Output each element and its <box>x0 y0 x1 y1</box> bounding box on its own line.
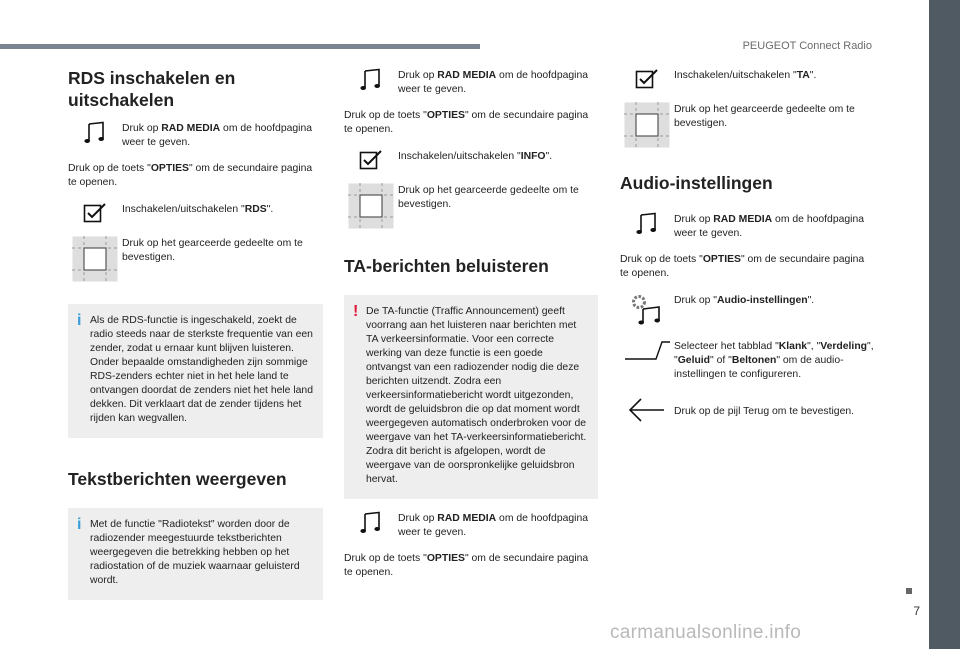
tab-icon <box>624 339 670 361</box>
step-rad-media <box>344 68 598 97</box>
settings-music-icon <box>630 293 664 327</box>
column-right <box>620 60 875 436</box>
step-select-tab <box>620 339 875 382</box>
info-box-rds <box>68 304 323 438</box>
step-toggle-rds <box>68 202 323 224</box>
step-text: Druk op RAD MEDIA om de hoofdpagina weer te geven. <box>398 513 589 538</box>
step-confirm <box>620 102 875 148</box>
top-rule <box>0 44 480 49</box>
page-number: 7 <box>913 604 920 618</box>
step-text: Druk op RAD MEDIA om de hoofdpagina weer te geven. <box>122 123 313 148</box>
info-text: Met de functie "Radiotekst" worden door de radiozender meegestuurde tekstberichten weergegeven die betrekking hebben op het radiostation of de muziek waarnaar geluisterd wordt. <box>90 519 300 586</box>
checkbox-icon <box>635 68 659 90</box>
warning-icon: ! <box>353 303 359 320</box>
step-text: Inschakelen/uitschakelen "RDS". <box>122 204 274 215</box>
dashed-area-icon <box>348 183 394 229</box>
step-text: Inschakelen/uitschakelen "TA". <box>674 70 817 81</box>
step-text: Inschakelen/uitschakelen "INFO". <box>398 151 553 162</box>
step-text: Selecteer het tabblad "Klank", "Verdeling", "Geluid" of "Beltonen" om de audio-instellingen te configureren. <box>674 341 874 380</box>
page-marker <box>906 588 912 594</box>
info-icon: i <box>77 516 82 533</box>
info-text: Als de RDS-functie is ingeschakeld, zoekt de radio steeds naar de sterkste frequentie van een zender, zodat u ernaar kunt blijven luisteren. Onder bepaalde omstandigheden zijn sommige RDS-zenders echter niet in het hele land te ontvangen doordat de zenders niet het hele land dekken. Dit verklaart dat de zender tijdens het rijden kan wegvallen. <box>90 315 313 424</box>
step-confirm <box>68 236 323 282</box>
step-options: Druk op de toets "OPTIES" om de secundaire pagina te openen. <box>68 163 313 188</box>
step-text: Druk op RAD MEDIA om de hoofdpagina weer te geven. <box>674 214 865 239</box>
step-rad-media <box>620 212 875 241</box>
dashed-area-icon <box>72 236 118 282</box>
step-text: Druk op "Audio-instellingen". <box>674 295 815 306</box>
step-text: Druk op RAD MEDIA om de hoofdpagina weer te geven. <box>398 70 589 95</box>
step-confirm <box>344 183 598 229</box>
section-title-text: Tekstberichten weergeven <box>68 469 287 489</box>
step-toggle-ta <box>620 68 875 90</box>
back-arrow-icon <box>627 396 667 424</box>
step-text: Druk op het gearceerde gedeelte om te bevestigen. <box>674 104 855 129</box>
step-text: Druk op de pijl Terug om te bevestigen. <box>674 406 855 417</box>
step-options: Druk op de toets "OPTIES" om de secundaire pagina te openen. <box>344 110 589 135</box>
step-audio-settings <box>620 293 875 327</box>
step-rad-media <box>68 121 323 150</box>
step-text: Druk op het gearceerde gedeelte om te bevestigen. <box>398 185 579 210</box>
info-box-radiotext <box>68 508 323 600</box>
checkbox-icon <box>83 202 107 224</box>
step-back <box>620 396 875 424</box>
step-toggle-info <box>344 149 598 171</box>
column-middle <box>344 60 598 592</box>
warning-text: De TA-functie (Traffic Announcement) geeft voorrang aan het luisteren naar berichten met TA verkeersinformatie. Voor een correcte werking van deze functie is een goede ontvangst van een radiozender nodig die deze berichten uitzendt. Zodra een verkeersinformatiebericht wordt uitgezonden, wordt de geluidsbron die op dat moment wordt weergegeven automatisch onderbroken voor de weergave van het TA-verkeersinformatiebericht. Zodra dit bericht is afgelopen, wordt de weergave van de oorspronkelijke geluidsbron hervat. <box>366 306 587 485</box>
info-icon: i <box>77 312 82 329</box>
step-text: Druk op het gearceerde gedeelte om te bevestigen. <box>122 238 303 263</box>
step-options: Druk op de toets "OPTIES" om de secundaire pagina te openen. <box>344 553 589 578</box>
header-title: PEUGEOT Connect Radio <box>742 40 872 52</box>
step-options: Druk op de toets "OPTIES" om de secundaire pagina te openen. <box>620 254 865 279</box>
section-title-audio: Audio-instellingen <box>620 173 773 193</box>
step-rad-media <box>344 511 598 540</box>
watermark: carmanualsonline.info <box>610 622 802 643</box>
music-note-icon <box>635 212 659 236</box>
music-note-icon <box>359 511 383 535</box>
warning-box-ta <box>344 295 598 499</box>
music-note-icon <box>359 68 383 92</box>
sidebar-strip <box>929 0 960 649</box>
dashed-area-icon <box>624 102 670 148</box>
column-left <box>68 60 323 600</box>
section-title-rds: RDS inschakelen en uitschakelen <box>68 68 236 110</box>
section-title-ta: TA-berichten beluisteren <box>344 256 549 276</box>
music-note-icon <box>83 121 107 145</box>
checkbox-icon <box>359 149 383 171</box>
